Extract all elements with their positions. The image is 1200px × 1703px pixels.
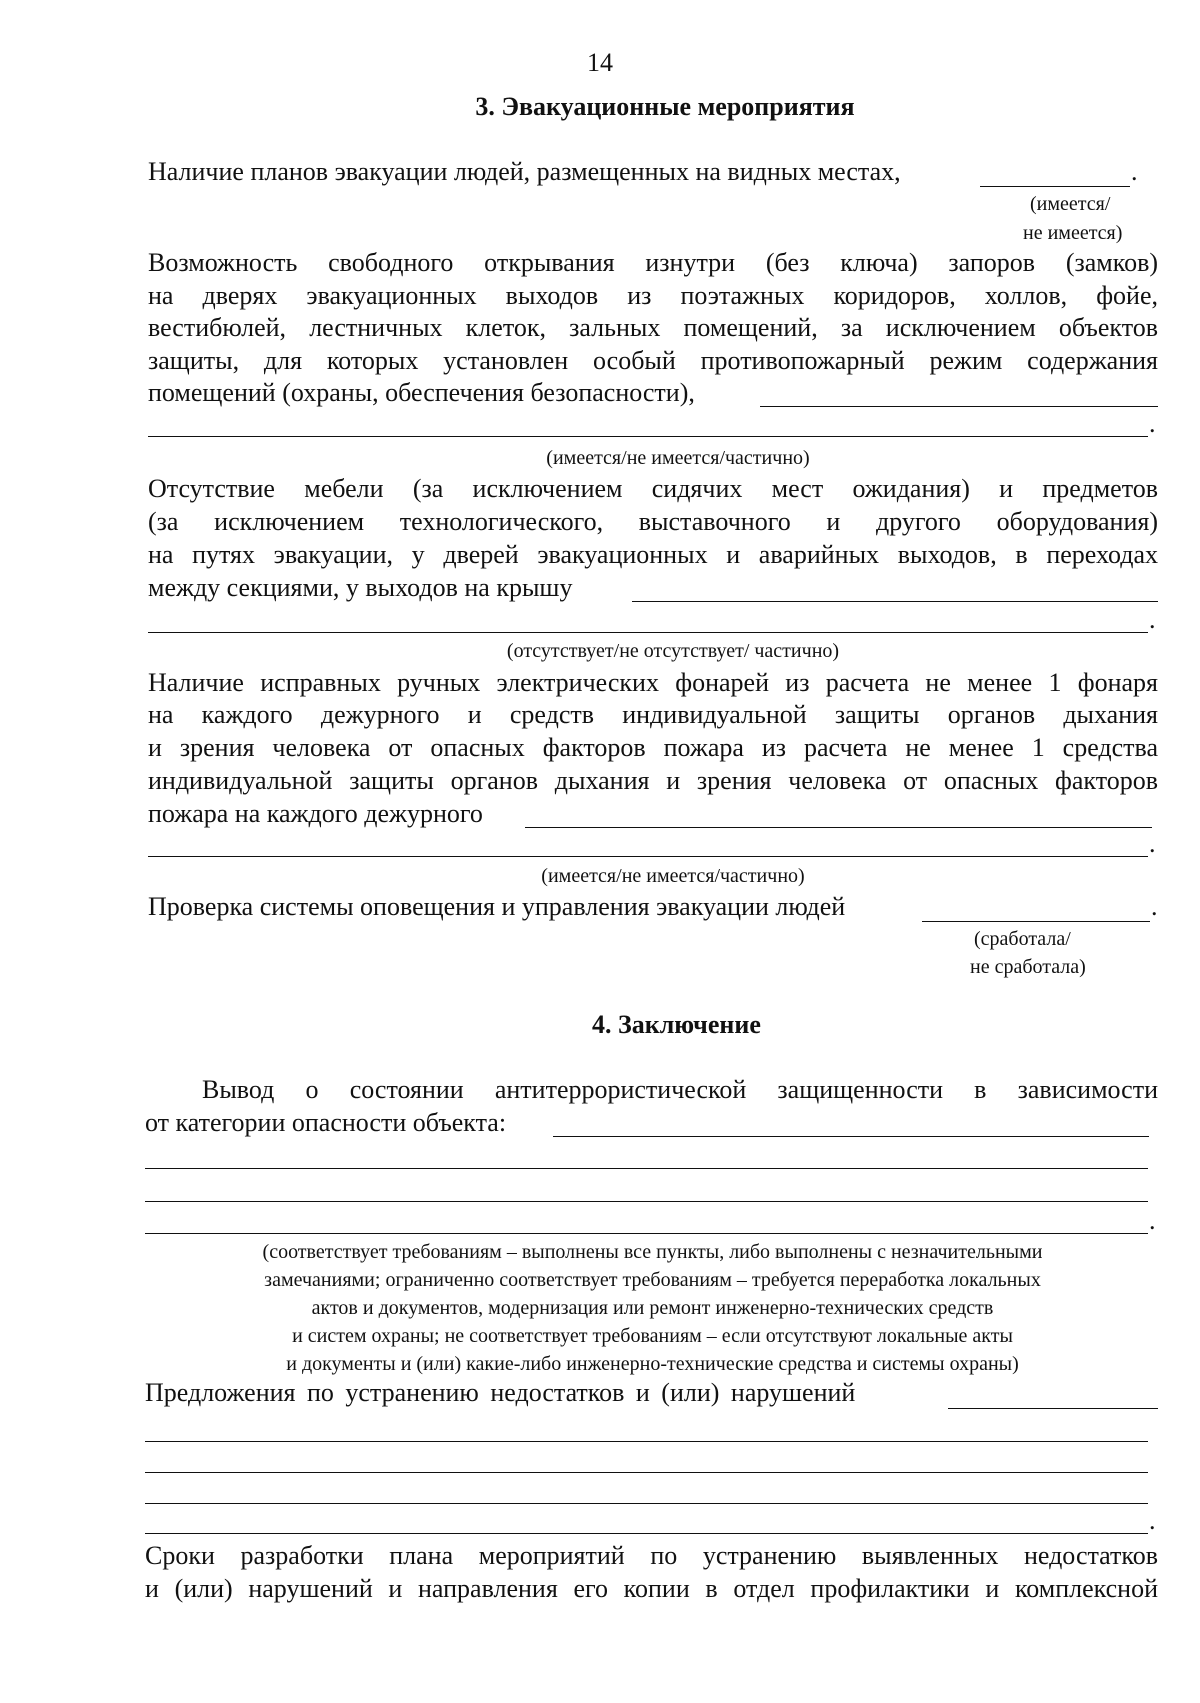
furniture-blank-2[interactable]	[148, 632, 1148, 633]
furniture-blank-1[interactable]	[632, 601, 1158, 602]
door-locks-line-3: вестибюлей, лестничных клеток, зальных помещений, за исключением объектов	[148, 313, 1158, 342]
conclusion-hint-line-2: замечаниями; ограниченно соответствует требованиям – требуется переработка локальных	[264, 1269, 1041, 1291]
period: .	[1149, 1506, 1156, 1535]
conclusion-blank-4[interactable]	[145, 1233, 1148, 1234]
door-locks-line-5: помещений (охраны, обеспечения безопасности),	[148, 378, 695, 407]
flashlights-line-2: на каждого дежурного и средств индивидуальной защиты органов дыхания	[148, 700, 1158, 729]
door-locks-line-2: на дверях эвакуационных выходов из поэтажных коридоров, холлов, фойе,	[148, 281, 1158, 310]
flashlights-hint: (имеется/не имеется/частично)	[541, 865, 805, 887]
period: .	[1131, 157, 1138, 186]
conclusion-blank-1[interactable]	[553, 1136, 1149, 1137]
section-4-heading: 4. Заключение	[592, 1010, 761, 1039]
evacuation-plans-hint-2: не имеется)	[1023, 222, 1123, 244]
period: .	[1151, 892, 1158, 921]
flashlights-line-5: пожара на каждого дежурного	[148, 799, 483, 828]
evacuation-plans-hint-1: (имеется/	[1030, 193, 1111, 215]
proposals-blank-1[interactable]	[948, 1408, 1158, 1409]
period: .	[1149, 829, 1156, 858]
furniture-line-3: на путях эвакуации, у дверей эвакуационных и аварийных выходов, в переходах	[148, 540, 1158, 569]
alert-system-text: Проверка системы оповещения и управления эвакуации людей	[148, 892, 846, 921]
deadlines-line-1: Сроки разработки плана мероприятий по устранению выявленных недостатков	[145, 1541, 1158, 1570]
furniture-line-4: между секциями, у выходов на крышу	[148, 573, 573, 602]
flashlights-line-1: Наличие исправных ручных электрических фонарей из расчета не менее 1 фонаря	[148, 668, 1158, 697]
flashlights-line-4: индивидуальной защиты органов дыхания и зрения человека от опасных факторов	[148, 766, 1158, 795]
door-locks-hint: (имеется/не имеется/частично)	[546, 447, 810, 469]
alert-system-hint-1: (сработала/	[974, 928, 1071, 950]
alert-system-hint-2: не сработала)	[970, 956, 1086, 978]
flashlights-blank-1[interactable]	[525, 827, 1152, 828]
conclusion-hint-line-5: и документы и (или) какие-либо инженерно-технические средства и системы охраны)	[286, 1353, 1019, 1375]
proposals-text: Предложения по устранению недостатков и (или) нарушений	[145, 1378, 856, 1407]
deadlines-line-2: и (или) нарушений и направления его копии в отдел профилактики и комплексной	[145, 1574, 1158, 1603]
conclusion-hint-line-4: и систем охраны; не соответствует требованиям – если отсутствуют локальные акты	[292, 1325, 1013, 1347]
conclusion-hint-line-3: актов и документов, модернизация или ремонт инженерно-технических средств	[311, 1297, 994, 1319]
furniture-line-2: (за исключением технологического, выставочного и другого оборудования)	[148, 507, 1158, 536]
proposals-blank-3[interactable]	[145, 1472, 1148, 1473]
evacuation-plans-blank[interactable]	[980, 186, 1130, 187]
flashlights-blank-2[interactable]	[148, 856, 1148, 857]
door-locks-line-1: Возможность свободного открывания изнутри (без ключа) запоров (замков)	[148, 248, 1158, 277]
conclusion-line-2: от категории опасности объекта:	[145, 1108, 507, 1137]
flashlights-line-3: и зрения человека от опасных факторов пожара из расчета не менее 1 средства	[148, 733, 1158, 762]
conclusion-blank-2[interactable]	[145, 1168, 1148, 1169]
alert-system-blank[interactable]	[922, 921, 1150, 922]
furniture-hint: (отсутствует/не отсутствует/ частично)	[506, 640, 840, 662]
section-3-heading: 3. Эвакуационные мероприятия	[475, 92, 855, 121]
period: .	[1149, 409, 1156, 438]
conclusion-line-1: Вывод о состоянии антитеррористической защищенности в зависимости	[202, 1075, 1158, 1104]
page-number: 14	[587, 48, 613, 77]
period: .	[1149, 605, 1156, 634]
conclusion-blank-3[interactable]	[145, 1201, 1148, 1202]
door-locks-blank-2[interactable]	[148, 436, 1148, 437]
period: .	[1149, 1206, 1156, 1235]
evacuation-plans-text: Наличие планов эвакуации людей, размещенных на видных местах,	[148, 157, 901, 186]
proposals-blank-2[interactable]	[145, 1441, 1148, 1442]
conclusion-hint-line-1: (соответствует требованиям – выполнены все пункты, либо выполнены с незначительными	[262, 1241, 1043, 1263]
door-locks-blank-1[interactable]	[760, 406, 1158, 407]
proposals-blank-5[interactable]	[145, 1533, 1148, 1534]
furniture-line-1: Отсутствие мебели (за исключением сидячих мест ожидания) и предметов	[148, 474, 1158, 503]
proposals-blank-4[interactable]	[145, 1503, 1148, 1504]
door-locks-line-4: защиты, для которых установлен особый противопожарный режим содержания	[148, 346, 1158, 375]
